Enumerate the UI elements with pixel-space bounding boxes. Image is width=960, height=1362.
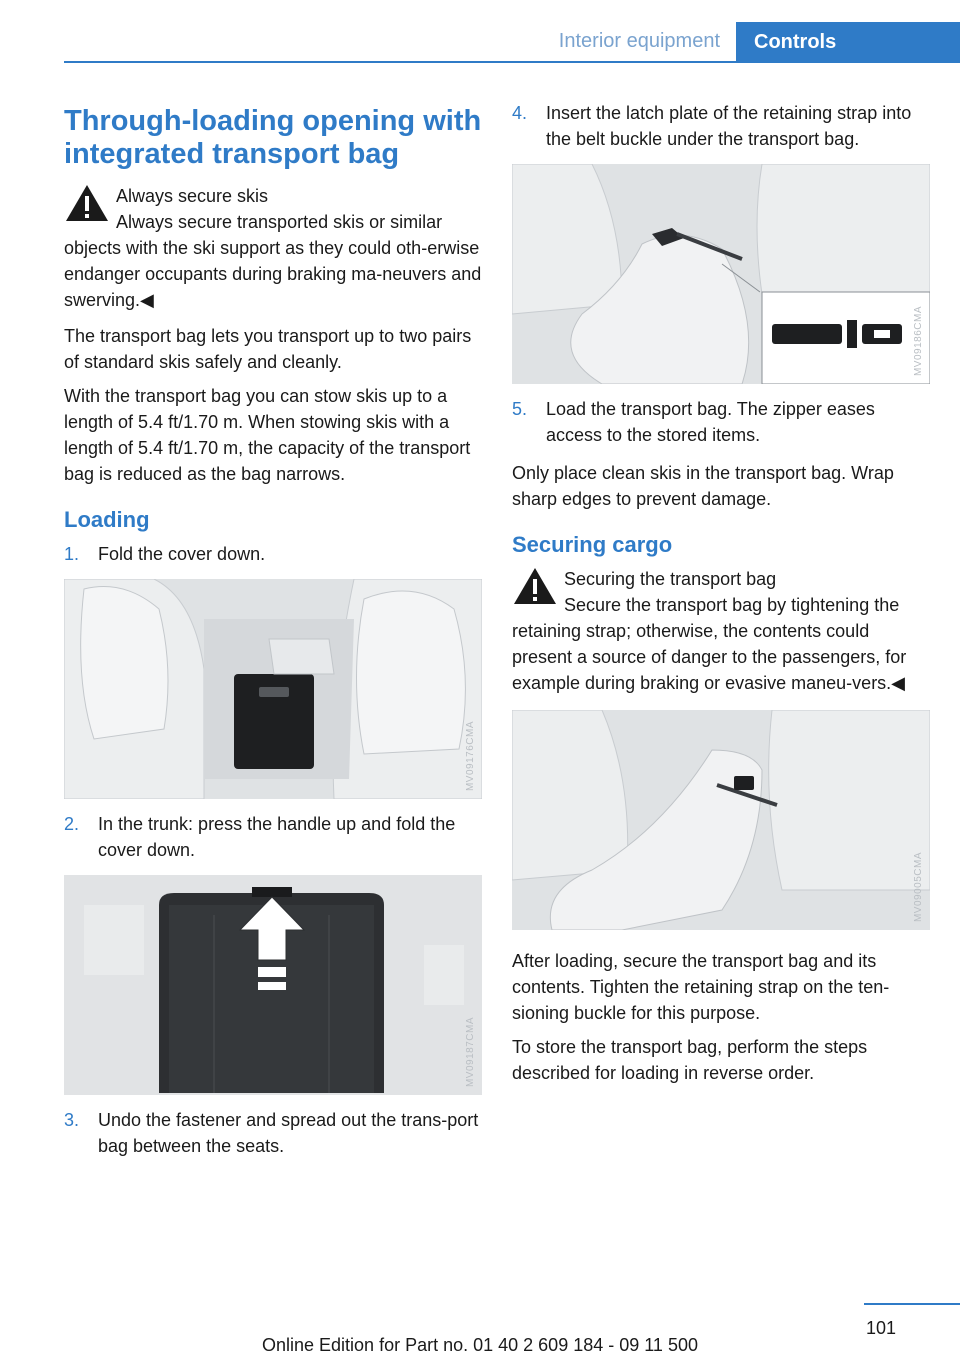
paragraph: Only place clean skis in the transport bag. Wrap sharp edges to prevent damage. [512, 463, 894, 509]
step-number: 3. [64, 1110, 80, 1130]
step-number: 5. [512, 399, 528, 419]
step-text: In the trunk: press the handle up and fold the cover down. [98, 814, 456, 860]
section-heading-loading: Loading [64, 507, 150, 532]
left-column [64, 100, 482, 1171]
step-number: 2. [64, 814, 80, 834]
warning-triangle-icon [512, 566, 558, 606]
step-text: Fold the cover down. [98, 544, 266, 564]
figure-trunk-cover [64, 875, 482, 1095]
step-number: 1. [64, 544, 80, 564]
illustration-latch-plate [512, 164, 930, 384]
figure-code: MV09187CMA [465, 1016, 476, 1087]
figure-seats-cover [64, 579, 482, 799]
footer-rule [864, 1303, 960, 1305]
page-number: 101 [865, 1318, 896, 1338]
paragraph: To store the transport bag, perform the steps described for loading in reverse order. [512, 1037, 868, 1083]
header-chapter-tab: Controls [736, 22, 960, 62]
figure-latch-plate [512, 164, 930, 384]
figure-secured-bag [512, 710, 930, 930]
step-5 [512, 396, 930, 448]
warning-box-transport-bag [512, 566, 930, 696]
warning-triangle-icon [64, 183, 110, 223]
paragraph: The transport bag lets you transport up to two pairs of standard skis safely and cleanly. [64, 326, 472, 372]
step-text: Undo the fastener and spread out the trans-port bag between the seats. [98, 1110, 479, 1156]
step-number: 4. [512, 103, 528, 123]
section-heading-securing-cargo: Securing cargo [512, 532, 673, 557]
warning-first-line: Always secure transported skis or similar [116, 212, 443, 232]
warning-box-skis [64, 183, 482, 313]
paragraph: With the transport bag you can stow skis up to a length of 5.4 ft/1.70 m. When stowing skis with a length of 5.4 ft/1.70 m, the capacity of the transport bag is reduced as the bag narrows. [64, 386, 471, 484]
figure-code: MV09186CMA [913, 305, 924, 376]
step-text: Insert the latch plate of the retaining strap into the belt buckle under the transport bag. [546, 103, 912, 149]
footer-edition: Online Edition for Part no. 01 40 2 609 184 - 09 11 500 [262, 1335, 698, 1355]
step-2 [64, 811, 482, 863]
step-3 [64, 1107, 482, 1159]
right-column [512, 100, 930, 1094]
warning-title: Always secure skis [116, 186, 269, 206]
illustration-trunk-handle [64, 875, 482, 1095]
paragraph: After loading, secure the transport bag and its contents. Tighten the retaining strap on the ten-sioning buckle for this purpose. [512, 951, 890, 1023]
figure-code: MV09176CMA [465, 720, 476, 791]
warning-first-line: Secure the transport bag by tightening the [564, 595, 900, 615]
warning-title: Securing the transport bag [564, 569, 777, 589]
figure-code: MV09005CMA [913, 851, 924, 922]
page-title: Through-loading opening with integrated transport bag [64, 105, 482, 170]
step-text: Load the transport bag. The zipper eases access to the stored items. [546, 399, 875, 445]
step-4 [512, 100, 930, 152]
warning-text: objects with the ski support as they could oth-erwise endanger occupants during braking ma-neuvers and swerving.◀ [64, 238, 482, 310]
illustration-rear-seats-cover [64, 579, 482, 799]
header-rule [64, 61, 960, 63]
warning-text: retaining strap; otherwise, the contents could present a source of danger to the passengers, for example during braking or evasive maneu-vers.◀ [512, 621, 907, 693]
step-1 [64, 541, 482, 567]
illustration-secured-bag [512, 710, 930, 930]
header-section-title: Interior equipment [558, 30, 720, 52]
